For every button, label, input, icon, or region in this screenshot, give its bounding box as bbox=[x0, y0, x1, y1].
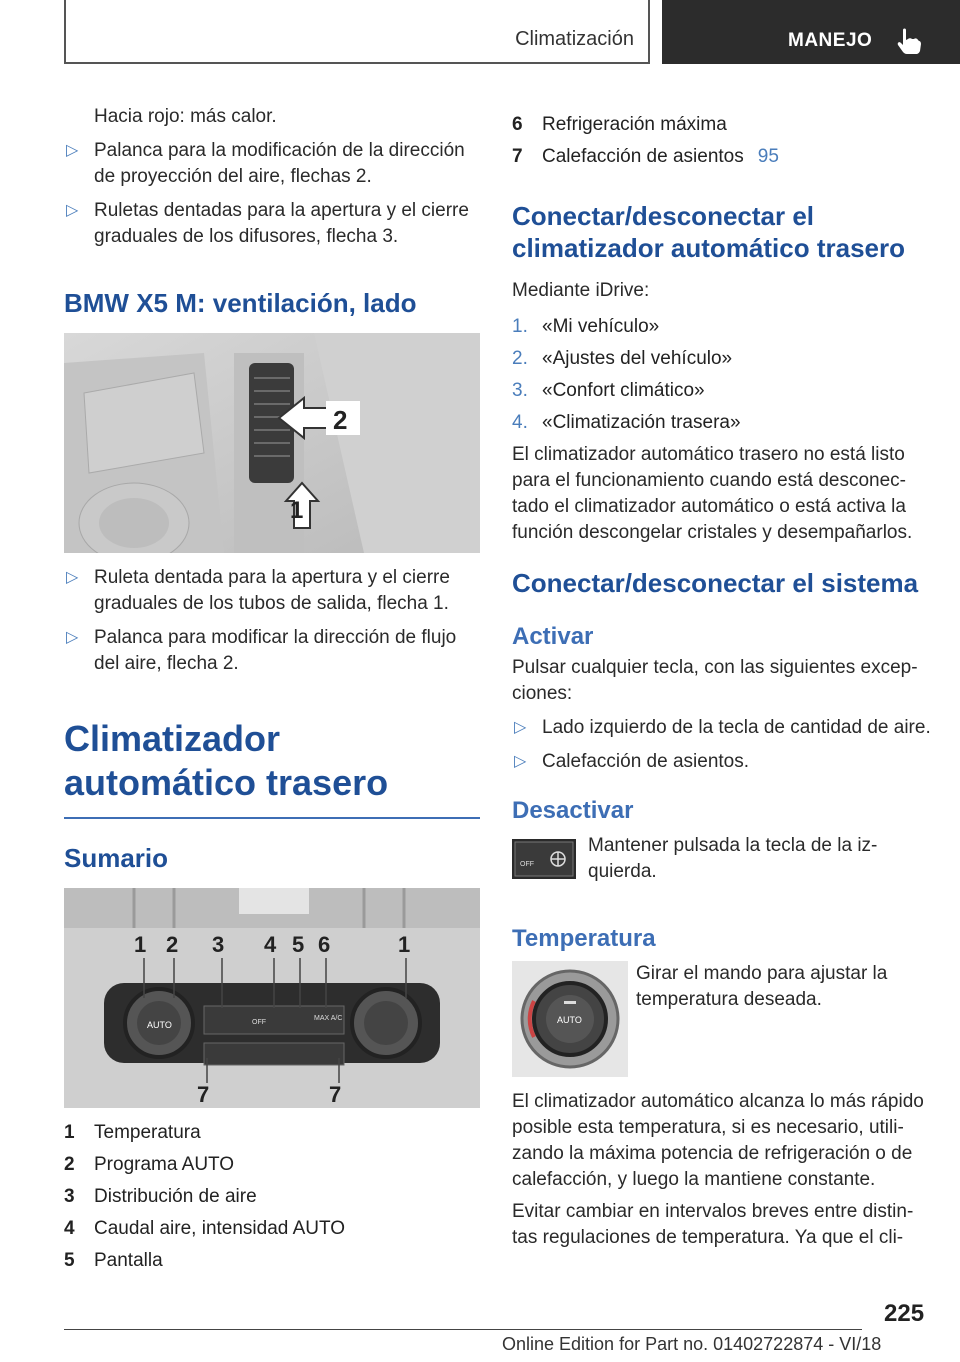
bullet-item: ▷ Palanca para la modificación de la dirección de proyección del aire, flechas 2. bbox=[66, 140, 465, 187]
idrive-step: 4. «Climatización trasera» bbox=[512, 412, 741, 433]
legend-item: 2 Programa AUTO bbox=[64, 1154, 235, 1175]
svg-text:2: 2 bbox=[333, 405, 348, 435]
heading-deactivate: Desactivar bbox=[512, 797, 634, 824]
page-reference-link[interactable]: 95 bbox=[757, 146, 779, 167]
svg-text:1: 1 bbox=[134, 932, 147, 957]
svg-text:6: 6 bbox=[318, 932, 331, 957]
svg-text:OFF: OFF bbox=[520, 861, 534, 868]
legend-item: 3 Distribución de aire bbox=[64, 1186, 257, 1207]
deactivate-text: Mantener pulsada la tecla de la iz‐ quierda. bbox=[588, 835, 878, 882]
footer-edition: Online Edition for Part no. 01402722874 - VI/18 bbox=[502, 1334, 882, 1354]
bullet-item: ▷ Palanca para modificar la dirección de flujo del aire, flecha 2. bbox=[66, 627, 457, 674]
legend-item: 4 Caudal aire, intensidad AUTO bbox=[64, 1218, 346, 1239]
svg-text:7: 7 bbox=[197, 1082, 210, 1107]
hand-pointer-icon bbox=[894, 26, 924, 56]
heading-summary: Sumario bbox=[64, 843, 169, 873]
header-chapter-label: MANEJO bbox=[788, 30, 873, 51]
legend-item: 5 Pantalla bbox=[64, 1250, 163, 1271]
side-vent-illustration bbox=[64, 333, 480, 553]
header-chapter-tab[interactable] bbox=[662, 0, 960, 64]
fan-off-button-icon bbox=[512, 839, 576, 879]
bullet-item: ▷ Ruleta dentada para la apertura y el cierre graduales de los tubos de salida, flecha 1. bbox=[66, 567, 450, 614]
svg-text:5: 5 bbox=[292, 932, 305, 957]
header-rule-left bbox=[64, 0, 66, 64]
heading-system-on-off: Conectar/desconectar el sistema bbox=[512, 568, 919, 598]
idrive-step: 1. «Mi vehículo» bbox=[512, 316, 660, 337]
rear-climate-panel-illustration bbox=[64, 888, 480, 1108]
idrive-intro: Mediante iDrive: bbox=[512, 280, 650, 301]
bullet-triangle-icon: ▷ bbox=[66, 629, 79, 646]
bullet-item: ▷ Ruletas dentadas para la apertura y el cierre graduales de los difusores, flecha 3. bbox=[66, 200, 469, 247]
heading-rear-on-off: Conectar/desconectar el climatizador automático trasero bbox=[512, 201, 905, 263]
idrive-step: 3. «Confort climático» bbox=[512, 380, 705, 401]
temperature-text: Girar el mando para ajustar la temperatura deseada. bbox=[636, 963, 888, 1010]
header-section-title: Climatización bbox=[515, 28, 634, 50]
rear-note: El climatizador automático trasero no está listo para el funcionamiento cuando está desconec‐ tado el climatizador automático o está activa la función descongelar cristales y desempañarlos. bbox=[512, 444, 913, 543]
page-number: 225 bbox=[884, 1300, 925, 1327]
svg-text:OFF: OFF bbox=[252, 1019, 266, 1026]
activate-text: Pulsar cualquier tecla, con las siguientes excep‐ ciones: bbox=[512, 657, 918, 704]
heading-underline bbox=[64, 817, 480, 819]
bullet-triangle-icon: ▷ bbox=[66, 569, 79, 586]
idrive-step: 2. «Ajustes del vehículo» bbox=[512, 348, 733, 369]
header-rule-right bbox=[648, 0, 650, 64]
svg-text:AUTO: AUTO bbox=[557, 1015, 582, 1025]
bullet-triangle-icon: ▷ bbox=[514, 753, 527, 770]
paragraph-2: Evitar cambiar en intervalos breves entre distin‐ tas regulaciones de temperatura. Ya que el cli‐ bbox=[512, 1201, 914, 1248]
svg-text:4: 4 bbox=[264, 932, 277, 957]
svg-text:AUTO: AUTO bbox=[147, 1020, 172, 1030]
bullet-item: ▷ Calefacción de asientos. bbox=[512, 749, 932, 775]
legend-item: 7 Calefacción de asientos 95 bbox=[512, 146, 779, 167]
bullet-triangle-icon: ▷ bbox=[66, 202, 79, 219]
bullet-triangle-icon: ▷ bbox=[514, 719, 527, 736]
svg-text:3: 3 bbox=[212, 932, 225, 957]
legend-item: 1 Temperatura bbox=[64, 1122, 201, 1143]
heading-rear-climate: Climatizador automático trasero bbox=[64, 718, 389, 803]
svg-text:MAX A/C: MAX A/C bbox=[314, 1015, 343, 1022]
intro-line: Hacia rojo: más calor. bbox=[94, 106, 277, 127]
svg-text:1: 1 bbox=[290, 497, 304, 524]
bullet-triangle-icon: ▷ bbox=[66, 142, 79, 159]
heading-activate: Activar bbox=[512, 623, 594, 650]
heading-side-ventilation: BMW X5 M: ventilación, lado bbox=[64, 288, 417, 318]
header-rule-bottom bbox=[64, 62, 650, 64]
svg-text:2: 2 bbox=[166, 932, 179, 957]
footer-rule bbox=[64, 1329, 862, 1330]
left-column bbox=[64, 104, 484, 1274]
right-column bbox=[512, 112, 932, 1251]
bullet-item: ▷ Lado izquierdo de la tecla de cantidad de aire. bbox=[512, 715, 932, 741]
paragraph-1: El climatizador automático alcanza lo más rápido posible esta temperatura, si es necesario, utili‐ zando la máxima potencia de refrigeración o de calefacción, y luego la mantiene constante. bbox=[512, 1091, 924, 1190]
temperature-knob-icon bbox=[512, 961, 628, 1077]
svg-text:1: 1 bbox=[398, 932, 411, 957]
legend-item: 6 Refrigeración máxima bbox=[512, 114, 727, 135]
heading-temperature: Temperatura bbox=[512, 925, 656, 952]
svg-text:7: 7 bbox=[329, 1082, 342, 1107]
